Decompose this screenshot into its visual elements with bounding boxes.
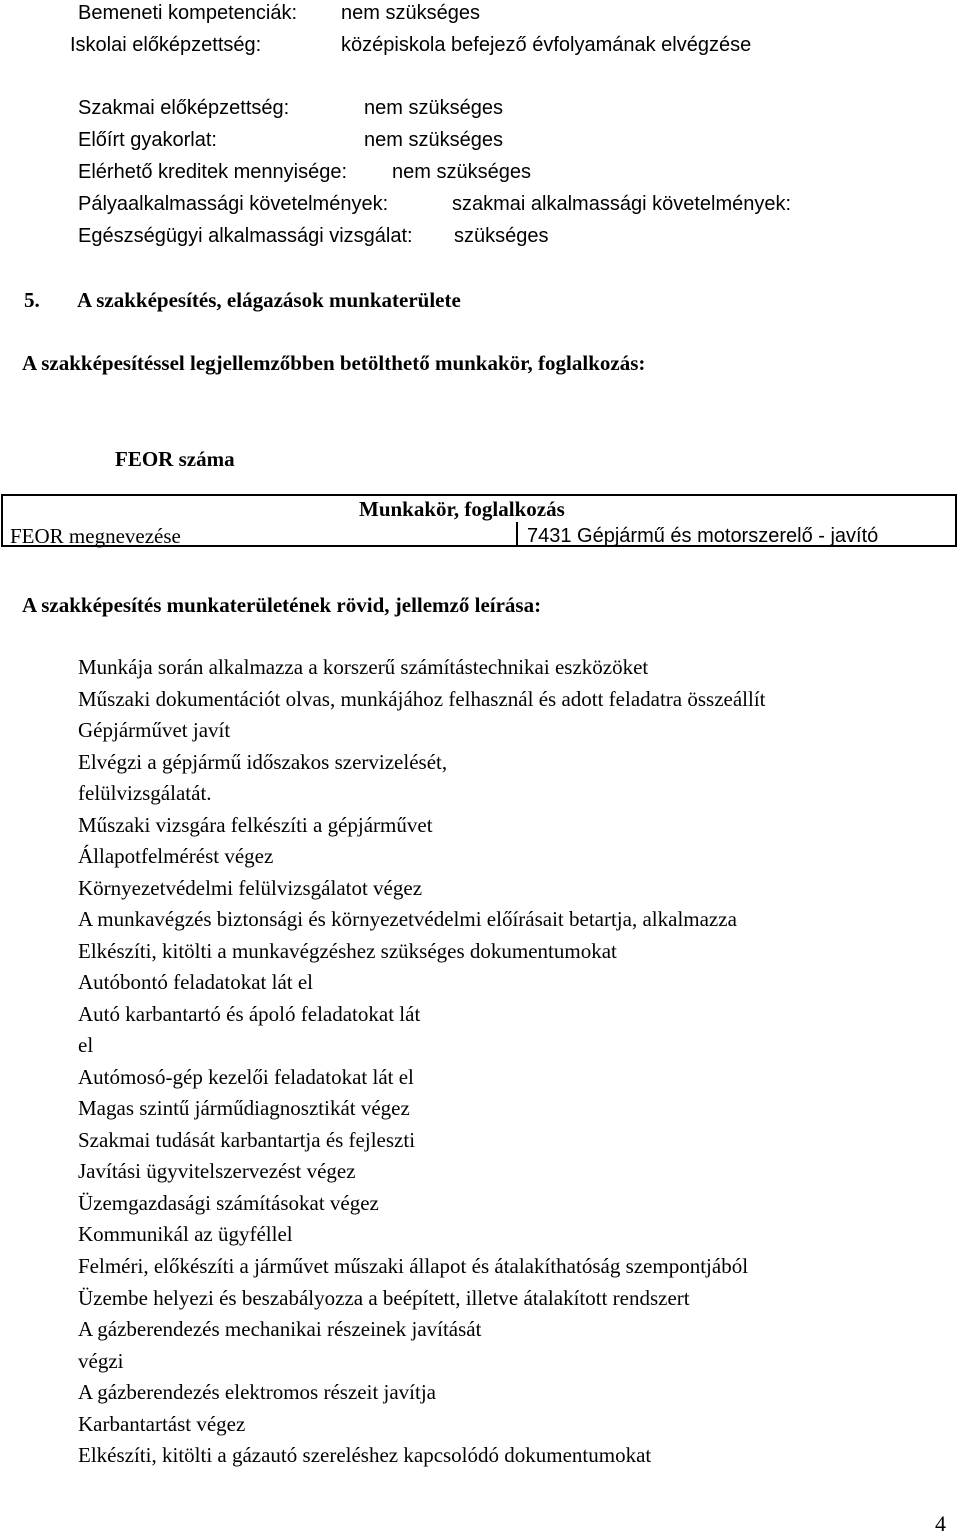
req-value-credits: nem szükséges — [392, 161, 531, 183]
table-cell-occupation-value: 7431 Gépjármű és motorszerelő - javító — [527, 525, 879, 547]
duty-item: Autóbontó feladatokat lát el — [78, 970, 314, 994]
duty-item: A munkavégzés biztonsági és környezetvédelmi előírásait betartja, alkalmazza — [78, 907, 737, 931]
duty-item: Műszaki vizsgára felkészíti a gépjárművet — [78, 813, 433, 837]
duty-item: A gázberendezés elektromos részeit javítja — [78, 1380, 437, 1404]
req-label-input-competencies: Bemeneti kompetenciák: — [78, 2, 298, 24]
duty-item: Javítási ügyvitelszervezést végez — [78, 1159, 356, 1183]
duty-item: Elkészíti, kitölti a munkavégzéshez szükséges dokumentumokat — [78, 939, 617, 963]
duty-item: Műszaki dokumentációt olvas, munkájához felhasznál és adott feladatra összeállít — [78, 687, 766, 711]
duty-item: Autómosó-gép kezelői feladatokat lát el — [78, 1065, 414, 1089]
req-label-career-suitability: Pályaalkalmassági követelmények: — [78, 193, 389, 215]
duty-item: Üzembe helyezi és beszabályozza a beépített, illetve átalakított rendszert — [78, 1286, 690, 1310]
duty-item: Szakmai tudását karbantartja és fejleszti — [78, 1128, 416, 1152]
duty-item: Kommunikál az ügyféllel — [78, 1222, 293, 1246]
req-value-input-competencies: nem szükséges — [341, 2, 480, 24]
req-value-health-check: szükséges — [454, 225, 549, 247]
duty-item: Üzemgazdasági számításokat végez — [78, 1191, 379, 1215]
req-label-health-check: Egészségügyi alkalmassági vizsgálat: — [78, 225, 413, 247]
table-header-occupation: Munkakör, foglalkozás — [359, 497, 565, 521]
page-number: 4 — [935, 1511, 946, 1536]
duty-item: el — [78, 1033, 94, 1057]
req-label-school-qualification: Iskolai előképzettség: — [70, 34, 262, 56]
duty-item: A gázberendezés mechanikai részeinek javítását — [78, 1317, 482, 1341]
req-value-required-practice: nem szükséges — [364, 129, 503, 151]
subheading-description: A szakképesítés munkaterületének rövid, jellemző leírása: — [22, 593, 542, 617]
duty-item: Felméri, előkészíti a járművet műszaki állapot és átalakíthatóság szempontjából — [78, 1254, 749, 1278]
req-value-school-qualification: középiskola befejező évfolyamának elvégzése — [341, 34, 752, 56]
duty-item: Gépjárművet javít — [78, 718, 231, 742]
req-value-professional-qualification: nem szükséges — [364, 97, 503, 119]
table-header-feor-name: FEOR megnevezése — [10, 524, 181, 548]
duty-item: Elvégzi a gépjármű időszakos szervizelését, — [78, 750, 448, 774]
duty-item: Magas szintű járműdiagnosztikát végez — [78, 1096, 410, 1120]
req-label-credits: Elérhető kreditek mennyisége: — [78, 161, 348, 183]
req-label-professional-qualification: Szakmai előképzettség: — [78, 97, 290, 119]
req-value-career-suitability: szakmai alkalmassági követelmények: — [452, 193, 792, 215]
table-cell-divider — [516, 522, 518, 546]
req-label-required-practice: Előírt gyakorlat: — [78, 129, 217, 151]
duty-item: Munkája során alkalmazza a korszerű számítástechnikai eszközöket — [78, 655, 649, 679]
duty-item: Karbantartást végez — [78, 1412, 246, 1436]
duty-item: Környezetvédelmi felülvizsgálatot végez — [78, 876, 423, 900]
duty-item: Állapotfelmérést végez — [78, 844, 274, 868]
duty-item: felülvizsgálatát. — [78, 781, 212, 805]
table-header-feor-number: FEOR száma — [115, 447, 235, 471]
duty-item: Autó karbantartó és ápoló feladatokat lát — [78, 1002, 421, 1026]
section-title: A szakképesítés, elágazások munkaterülete — [77, 288, 461, 312]
section-number: 5. — [24, 288, 40, 312]
subheading-occupation: A szakképesítéssel legjellemzőbben betölthető munkakör, foglalkozás: — [22, 351, 646, 375]
duty-item: végzi — [78, 1349, 124, 1373]
duty-item: Elkészíti, kitölti a gázautó szereléshez kapcsolódó dokumentumokat — [78, 1443, 652, 1467]
